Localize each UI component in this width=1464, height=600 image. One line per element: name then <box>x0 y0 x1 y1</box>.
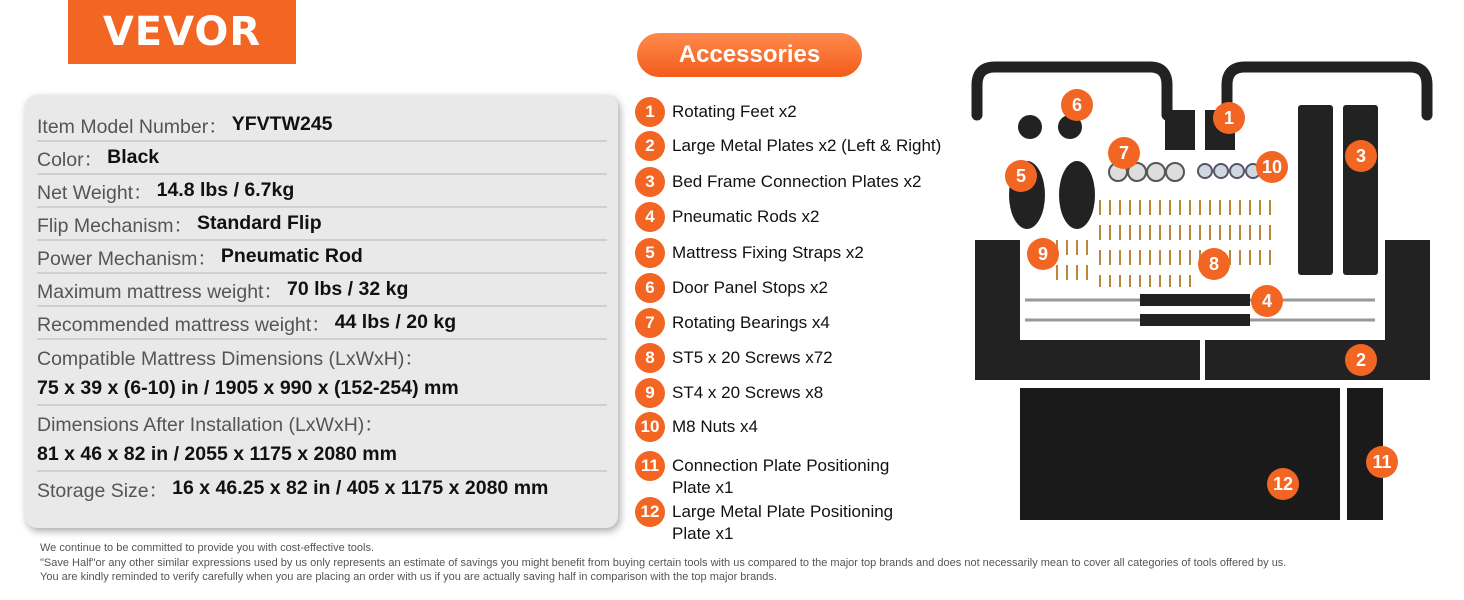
diagram-label-1: 1 <box>1213 102 1245 134</box>
diagram-label-4: 4 <box>1251 285 1283 317</box>
spec-label: Item Model Number： <box>37 115 228 138</box>
diagram-label-12: 12 <box>1267 468 1299 500</box>
spec-row <box>37 241 607 274</box>
accessory-item <box>635 202 962 232</box>
spec-value: 14.8 lbs / 6.7kg <box>156 179 295 201</box>
spec-label: Power Mechanism： <box>37 247 217 270</box>
diagram-label-7: 7 <box>1108 137 1140 169</box>
spec-row <box>37 208 607 241</box>
disclaimer-line: We continue to be committed to provide you with cost-effective tools. <box>40 542 375 554</box>
connection-plate-right <box>1343 105 1378 275</box>
item-number-badge: 6 <box>635 273 665 303</box>
item-number-badge: 8 <box>635 343 665 373</box>
door-stop-left <box>1018 115 1042 139</box>
strap-coil-right <box>1059 161 1095 229</box>
accessory-label: Connection Plate Positioning Plate x1 <box>672 456 890 497</box>
accessory-label: Pneumatic Rods x2 <box>672 207 820 226</box>
item-number-badge: 3 <box>635 167 665 197</box>
spec-value: Black <box>107 146 160 168</box>
spec-value: 75 x 39 x (6-10) in / 1905 x 990 x (152-254) mm <box>37 377 459 399</box>
spec-value: 81 x 46 x 82 in / 2055 x 1175 x 2080 mm <box>37 443 397 465</box>
connection-plate-left <box>1298 105 1333 275</box>
item-number-badge: 2 <box>635 131 665 161</box>
rotating-foot-bracket-left <box>1165 110 1195 150</box>
item-number-badge: 5 <box>635 238 665 268</box>
accessory-item <box>635 238 962 268</box>
spec-value: Standard Flip <box>197 212 322 234</box>
item-number-badge: 7 <box>635 308 665 338</box>
diagram-label-10: 10 <box>1256 151 1288 183</box>
accessory-label: Large Metal Plates x2 (Left & Right) <box>672 136 942 155</box>
diagram-label-3: 3 <box>1345 140 1377 172</box>
spec-label: Net Weight： <box>37 181 153 204</box>
accessory-label: Rotating Feet x2 <box>672 102 797 121</box>
spec-label: Recommended mattress weight： <box>37 313 331 336</box>
accessory-item <box>635 97 962 127</box>
spec-value: YFVTW245 <box>231 113 333 135</box>
item-number-badge: 11 <box>635 451 665 481</box>
specifications-panel <box>25 95 618 528</box>
accessories-diagram <box>965 55 1445 530</box>
accessory-item <box>635 131 962 161</box>
disclaimer <box>40 541 1286 585</box>
spec-label: Maximum mattress weight： <box>37 280 283 303</box>
screws-st5 <box>1100 200 1270 287</box>
screws-st4 <box>1057 240 1087 280</box>
large-metal-plate-left <box>975 240 1200 380</box>
pneumatic-rods <box>1025 294 1375 326</box>
accessory-item <box>635 451 912 499</box>
spec-label: Storage Size： <box>37 479 169 502</box>
spec-row <box>37 340 607 373</box>
spec-row <box>37 142 607 175</box>
accessory-item <box>635 343 962 373</box>
brand-logo <box>68 0 296 64</box>
item-number-badge: 4 <box>635 202 665 232</box>
large-metal-plate-positioning-plate <box>1020 388 1340 520</box>
accessory-item <box>635 378 962 408</box>
item-number-badge: 12 <box>635 497 665 527</box>
accessory-item <box>635 308 962 338</box>
spec-value: 16 x 46.25 x 82 in / 405 x 1175 x 2080 mm <box>172 477 549 499</box>
spec-value: 44 lbs / 20 kg <box>334 311 457 333</box>
spec-row <box>37 307 607 340</box>
accessory-label: Rotating Bearings x4 <box>672 313 830 332</box>
accessory-label: ST5 x 20 Screws x72 <box>672 348 833 367</box>
spec-row <box>37 274 607 307</box>
accessories-title: Accessories <box>637 33 862 77</box>
item-number-badge: 9 <box>635 378 665 408</box>
disclaimer-line: You are kindly reminded to verify carefully when you are placing an order with us if you are actually saving half in comparison with the top major brands. <box>40 571 777 583</box>
accessory-item <box>635 167 962 197</box>
accessory-item <box>635 273 962 303</box>
item-number-badge: 10 <box>635 412 665 442</box>
diagram-label-11: 11 <box>1366 446 1398 478</box>
spec-label: Flip Mechanism： <box>37 214 194 237</box>
accessory-label: Bed Frame Connection Plates x2 <box>672 172 922 191</box>
accessory-item <box>635 497 917 545</box>
spec-label: Dimensions After Installation (LxWxH)： <box>37 413 384 436</box>
accessory-label: ST4 x 20 Screws x8 <box>672 383 824 402</box>
diagram-label-9: 9 <box>1027 238 1059 270</box>
diagram-label-8: 8 <box>1198 248 1230 280</box>
accessory-label: Door Panel Stops x2 <box>672 278 828 297</box>
spec-label: Color： <box>37 148 104 171</box>
accessory-label: Large Metal Plate Positioning Plate x1 <box>672 502 894 543</box>
accessory-label: Mattress Fixing Straps x2 <box>672 243 864 262</box>
item-number-badge: 1 <box>635 97 665 127</box>
spec-value: 70 lbs / 32 kg <box>286 278 409 300</box>
brand-logo-text: VEVOR <box>102 9 262 55</box>
spec-row <box>37 373 607 406</box>
spec-row <box>37 472 607 505</box>
spec-row <box>37 406 607 439</box>
disclaimer-line: "Save Half"or any other similar expressions used by us only represents an estimate of savings you might benefit from buying certain tools with us compared to the major top brands and does not necessarily mean to cover all categories of tools offered by us. <box>40 556 1287 569</box>
diagram-label-2: 2 <box>1345 344 1377 376</box>
accessory-item <box>635 412 962 442</box>
diagram-label-6: 6 <box>1061 89 1093 121</box>
diagram-label-5: 5 <box>1005 160 1037 192</box>
spec-row <box>37 175 607 208</box>
spec-label: Compatible Mattress Dimensions (LxWxH)： <box>37 347 424 370</box>
spec-value: Pneumatic Rod <box>220 245 363 267</box>
nuts <box>1198 164 1260 178</box>
spec-row <box>37 109 607 142</box>
accessory-label: M8 Nuts x4 <box>672 417 758 436</box>
spec-row <box>37 439 607 472</box>
